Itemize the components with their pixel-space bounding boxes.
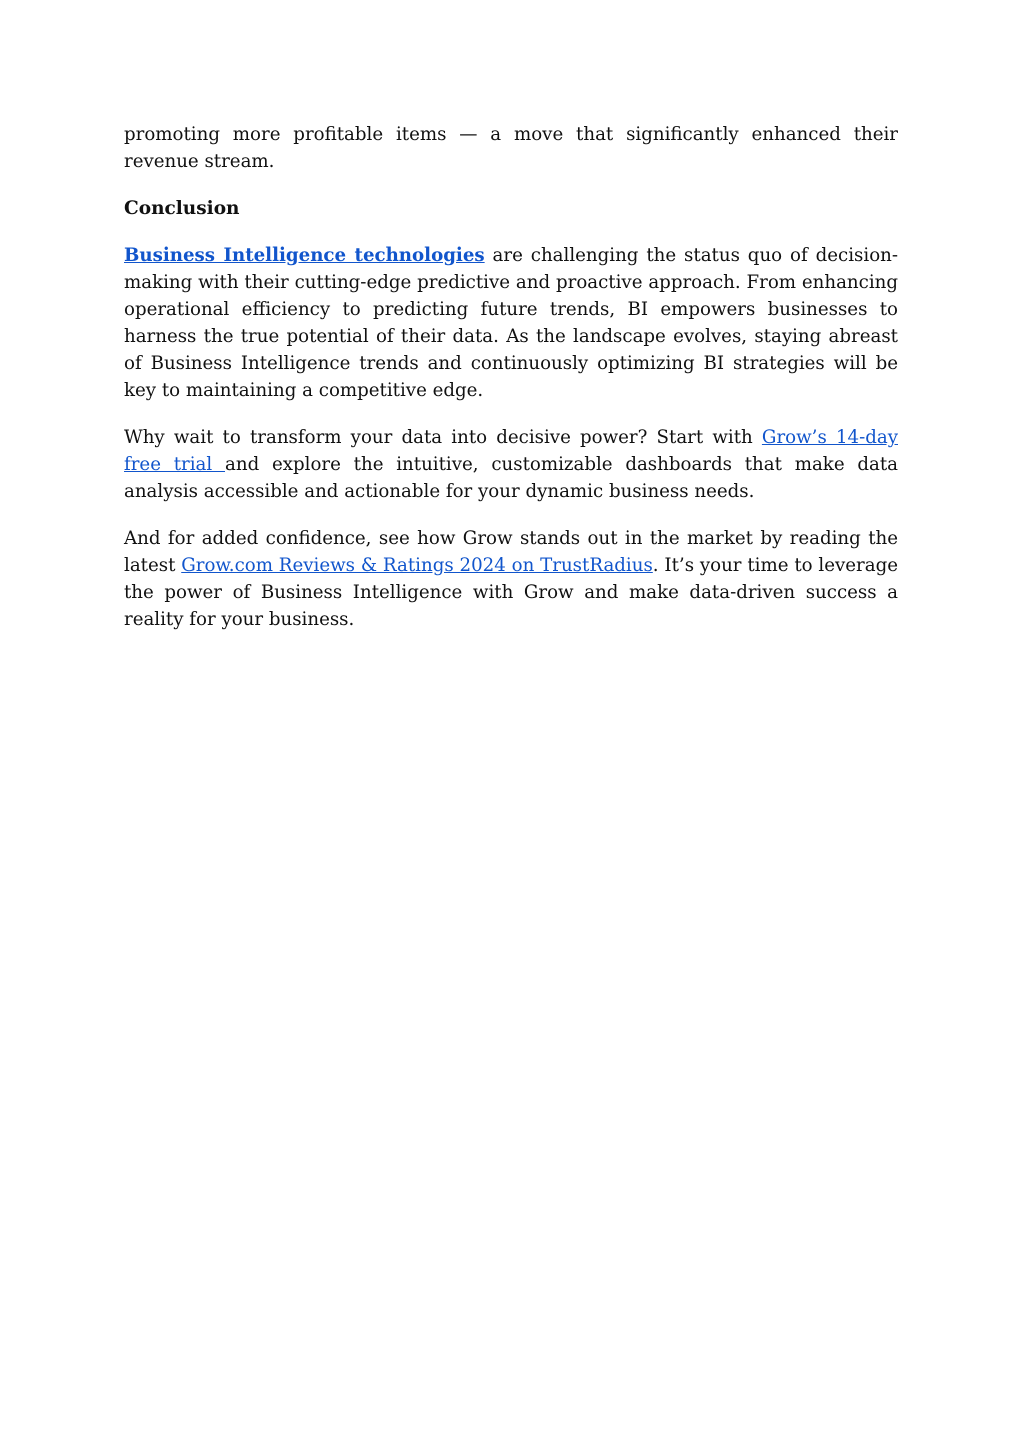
free-trial-link[interactable]: Grow’s 14-day free trial <box>124 427 898 475</box>
paragraph-bi-technologies <box>124 242 898 404</box>
paragraph-reviews-text-before: And for added confidence, see how Grow stands out in the market by reading the latest <box>124 528 898 576</box>
paragraph-reviews <box>124 525 898 633</box>
conclusion-heading: Conclusion <box>124 198 240 219</box>
paragraph-free-trial <box>124 424 898 505</box>
paragraph-revenue <box>124 121 898 175</box>
paragraph-reviews-text-after: . It’s your time to leverage the power of Business Intelligence with Grow and make data-driven success a reality for your business. <box>124 555 898 630</box>
trustradius-reviews-link[interactable]: Grow.com Reviews & Ratings 2024 on TrustRadius <box>181 555 653 576</box>
paragraph-free-trial-text-after: and explore the intuitive, customizable dashboards that make data analysis accessible and actionable for your dynamic business needs. <box>124 454 899 502</box>
paragraph-bi-technologies-text: are challenging the status quo of decision-making with their cutting-edge predictive and proactive approach. From enhancing operational efficiency to predicting future trends, BI empowers businesses to harness the true potential of their data. As the landscape evolves, staying abreast of Business Intelligence trends and continuously optimizing BI strategies will be key to maintaining a competitive edge. <box>124 245 898 401</box>
paragraph-revenue-text: promoting more profitable items — a move that significantly enhanced their revenue stream. <box>124 124 898 172</box>
paragraph-free-trial-text-before: Why wait to transform your data into decisive power? Start with <box>124 427 762 448</box>
document-page <box>124 121 898 653</box>
bi-technologies-link[interactable]: Business Intelligence technologies <box>124 245 485 266</box>
